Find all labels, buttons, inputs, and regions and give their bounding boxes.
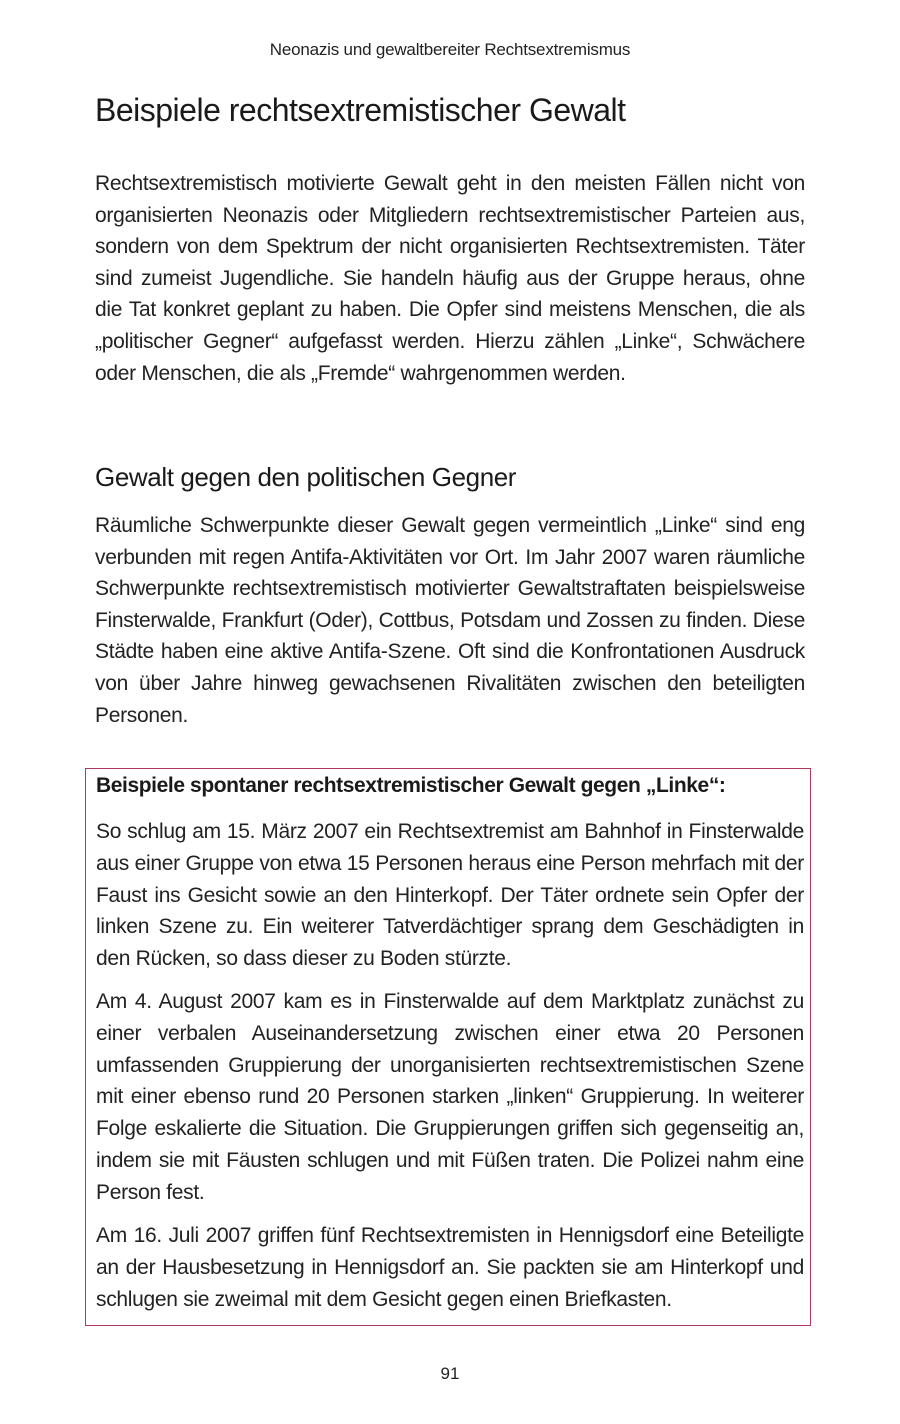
intro-paragraph: Rechtsextremistisch motivierte Gewalt geht in den meisten Fällen nicht von organisierten Neonazis oder Mitgliedern rechtsextremistischer Parteien aus, sondern von dem Spektrum der nicht organisierten Rechtsextremisten. Täter sind zumeist Jugendliche. Sie handeln häufig aus der Gruppe heraus, ohne die Tat konkret geplant zu haben. Die Opfer sind meistens Menschen, die als „politischer Gegner“ aufgefasst werden. Hierzu zählen „Linke“, Schwächere oder Menschen, die als „Fremde“ wahrgenommen werden. [95,172,805,385]
example-box-title: Beispiele spontaner rechtsextremistischer Gewalt gegen „Linke“: [96,774,726,797]
example-paragraph: Am 4. August 2007 kam es in Finsterwalde auf dem Marktplatz zunächst zu einer verbalen Auseinandersetzung zwischen einer etwa 20 Personen umfassenden Gruppierung der unorganisierten rechtsextremistischen Szene mit einer ebenso rund 20 Personen starken „linken“ Gruppierung. In weiterer Folge eskalierte die Situation. Die Gruppierungen griffen sich gegenseitig an, indem sie mit Fäusten schlugen und mit Füßen traten. Die Polizei nahm eine Person fest. [96,990,804,1204]
example-paragraph: So schlug am 15. März 2007 ein Rechtsextremist am Bahnhof in Finsterwalde aus einer Gruppe von etwa 15 Personen heraus eine Person mehrfach mit der Faust ins Gesicht sowie an den Hinterkopf. Der Täter ordnete sein Opfer der linken Szene zu. Ein weiterer Tatverdächtiger sprang dem Geschädigten in den Rücken, so dass dieser zu Boden stürzte. [96,820,804,971]
page-title: Beispiele rechtsextremistischer Gewalt [95,92,626,128]
running-header: Neonazis und gewaltbereiter Rechtsextremismus [269,40,631,59]
section-heading: Gewalt gegen den politischen Gegner [95,462,517,492]
section-paragraph: Räumliche Schwerpunkte dieser Gewalt gegen vermeintlich „Linke“ sind eng verbunden mit regen Antifa-Aktivitäten vor Ort. Im Jahr 2007 waren räumliche Schwerpunkte rechtsextremistisch motivierter Gewaltstraftaten beispielsweise Finsterwalde, Frankfurt (Oder), Cottbus, Potsdam und Zossen zu finden. Diese Städte haben eine aktive Antifa-Szene. Oft sind die Konfrontationen Ausdruck von über Jahre hinweg gewachsenen Rivalitäten zwischen den beteiligten Personen. [95,514,805,727]
page-number: 91 [440,1364,460,1383]
example-paragraph: Am 16. Juli 2007 griffen fünf Rechtsextremisten in Hennigsdorf eine Beteiligte an der Hausbesetzung in Hennigsdorf an. Sie packten sie am Hinterkopf und schlugen sie zweimal mit dem Gesicht gegen einen Briefkasten. [96,1224,804,1311]
